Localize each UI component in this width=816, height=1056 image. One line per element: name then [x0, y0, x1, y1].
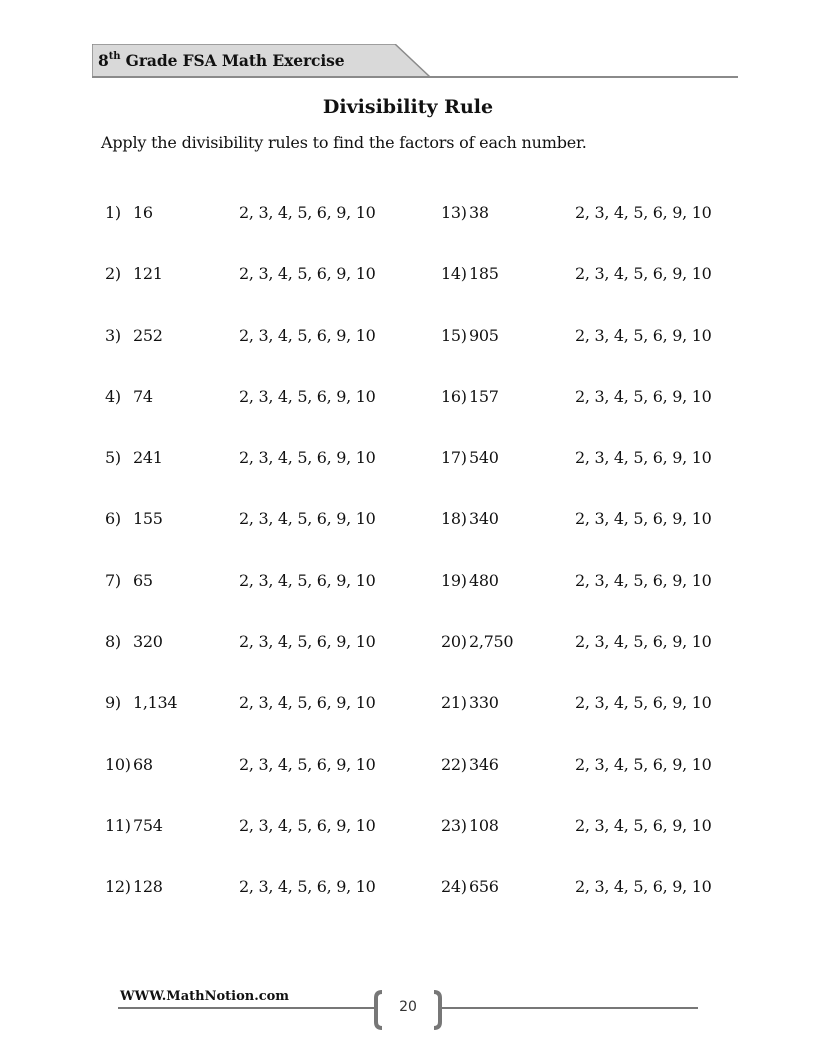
- problem-number: 9): [105, 693, 121, 713]
- page-title: Divisibility Rule: [322, 96, 494, 118]
- problem-number: 3): [105, 325, 121, 345]
- problem-number: 23): [441, 815, 467, 835]
- problem-number: 20): [441, 632, 467, 652]
- factor-choices[interactable]: 2, 3, 4, 5, 6, 9, 10: [239, 570, 376, 590]
- factor-choices[interactable]: 2, 3, 4, 5, 6, 9, 10: [575, 754, 712, 774]
- problem-number: 24): [441, 877, 467, 897]
- factor-choices[interactable]: 2, 3, 4, 5, 6, 9, 10: [239, 693, 376, 713]
- problem-value: 754: [133, 815, 163, 835]
- factor-choices[interactable]: 2, 3, 4, 5, 6, 9, 10: [575, 877, 712, 897]
- problem-value: 185: [469, 264, 499, 284]
- header-rule: [92, 76, 738, 78]
- problem-number: 1): [105, 203, 121, 222]
- footer-rule-right: [440, 1007, 698, 1009]
- problem-value: 68: [133, 754, 153, 774]
- factor-choices[interactable]: 2, 3, 4, 5, 6, 9, 10: [239, 264, 376, 284]
- problem-number: 13): [441, 203, 467, 222]
- problem-value: 2,750: [469, 632, 514, 652]
- problem-value: 157: [469, 386, 499, 406]
- factor-choices[interactable]: 2, 3, 4, 5, 6, 9, 10: [575, 386, 712, 406]
- problem-number: 17): [441, 448, 467, 468]
- problem-number: 5): [105, 448, 121, 468]
- factor-choices[interactable]: 2, 3, 4, 5, 6, 9, 10: [575, 632, 712, 652]
- problem-value: 16: [133, 203, 153, 222]
- problem-number: 18): [441, 509, 467, 529]
- problem-value: 38: [469, 203, 489, 222]
- problem-value: 1,134: [133, 693, 178, 713]
- problem-value: 121: [133, 264, 163, 284]
- instructions: Apply the divisibility rules to find the factors of each number.: [101, 133, 587, 152]
- footer-url: WWW.MathNotion.com: [120, 989, 290, 1004]
- problem-value: 65: [133, 570, 153, 590]
- problem-number: 22): [441, 754, 467, 774]
- problem-value: 540: [469, 448, 499, 468]
- problem-value: 108: [469, 815, 499, 835]
- header-grade-suffix: th: [108, 50, 121, 62]
- factor-choices[interactable]: 2, 3, 4, 5, 6, 9, 10: [239, 877, 376, 897]
- factor-choices[interactable]: 2, 3, 4, 5, 6, 9, 10: [575, 325, 712, 345]
- factor-choices[interactable]: 2, 3, 4, 5, 6, 9, 10: [575, 264, 712, 284]
- problem-number: 7): [105, 570, 121, 590]
- footer-rule-left: [118, 1007, 374, 1009]
- header-title: [98, 51, 345, 70]
- factor-choices[interactable]: 2, 3, 4, 5, 6, 9, 10: [239, 509, 376, 529]
- factor-choices[interactable]: 2, 3, 4, 5, 6, 9, 10: [239, 325, 376, 345]
- problem-value: 155: [133, 509, 163, 529]
- header-grade-number: 8: [98, 51, 109, 70]
- problem-value: 74: [133, 386, 153, 406]
- problem-number: 4): [105, 386, 121, 406]
- factor-choices[interactable]: 2, 3, 4, 5, 6, 9, 10: [575, 815, 712, 835]
- factor-choices[interactable]: 2, 3, 4, 5, 6, 9, 10: [575, 509, 712, 529]
- factor-choices[interactable]: 2, 3, 4, 5, 6, 9, 10: [575, 203, 712, 222]
- factor-choices[interactable]: 2, 3, 4, 5, 6, 9, 10: [575, 570, 712, 590]
- problem-number: 2): [105, 264, 121, 284]
- factor-choices[interactable]: 2, 3, 4, 5, 6, 9, 10: [239, 815, 376, 835]
- problem-number: 14): [441, 264, 467, 284]
- factor-choices[interactable]: 2, 3, 4, 5, 6, 9, 10: [575, 448, 712, 468]
- problem-value: 320: [133, 632, 163, 652]
- problem-number: 16): [441, 386, 467, 406]
- problem-value: 340: [469, 509, 499, 529]
- factor-choices[interactable]: 2, 3, 4, 5, 6, 9, 10: [239, 386, 376, 406]
- header-label: Grade FSA Math Exercise: [120, 51, 345, 70]
- problem-number: 19): [441, 570, 467, 590]
- problem-value: 346: [469, 754, 499, 774]
- factor-choices[interactable]: 2, 3, 4, 5, 6, 9, 10: [239, 632, 376, 652]
- problem-value: 128: [133, 877, 163, 897]
- problem-number: 21): [441, 693, 467, 713]
- problem-number: 8): [105, 632, 121, 652]
- problem-value: 330: [469, 693, 499, 713]
- factor-choices[interactable]: 2, 3, 4, 5, 6, 9, 10: [575, 693, 712, 713]
- problem-value: 480: [469, 570, 499, 590]
- problem-number: 10): [105, 754, 131, 774]
- problem-value: 905: [469, 325, 499, 345]
- problem-value: 241: [133, 448, 163, 468]
- problem-number: 12): [105, 877, 131, 897]
- problem-number: 15): [441, 325, 467, 345]
- problem-value: 656: [469, 877, 499, 897]
- page-number: 20: [399, 999, 417, 1015]
- problem-value: 252: [133, 325, 163, 345]
- problem-number: 6): [105, 509, 121, 529]
- factor-choices[interactable]: 2, 3, 4, 5, 6, 9, 10: [239, 754, 376, 774]
- problem-number: 11): [105, 815, 131, 835]
- factor-choices[interactable]: 2, 3, 4, 5, 6, 9, 10: [239, 448, 376, 468]
- factor-choices[interactable]: 2, 3, 4, 5, 6, 9, 10: [239, 203, 376, 222]
